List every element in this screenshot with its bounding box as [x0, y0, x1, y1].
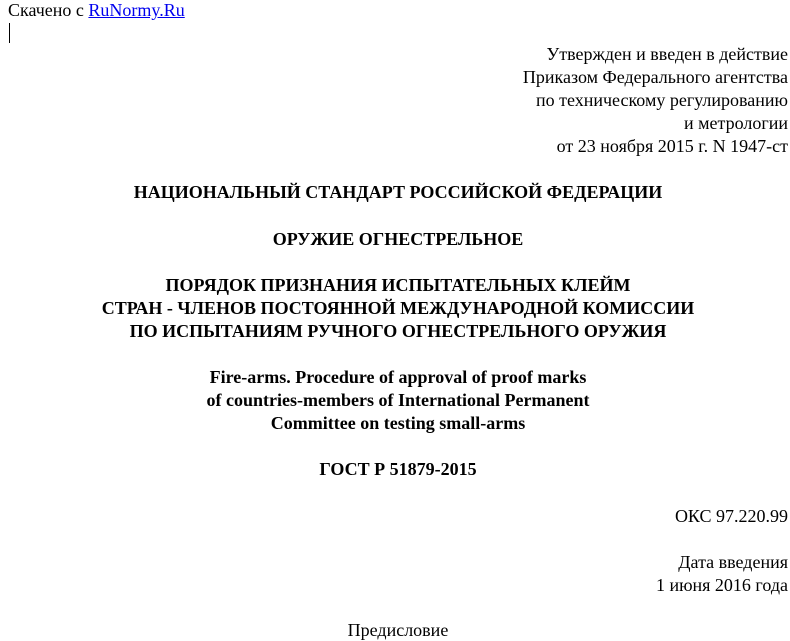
standard-subject: ОРУЖИЕ ОГНЕСТРЕЛЬНОЕ	[272, 229, 524, 249]
approval-line: от 23 ноября 2015 г. N 1947-ст	[556, 136, 788, 156]
standard-title-ru	[0, 275, 790, 344]
title-ru-line: СТРАН - ЧЛЕНОВ ПОСТОЯННОЙ МЕЖДУНАРОДНОЙ КОМИССИИ	[101, 298, 695, 318]
introduction-label: Дата введения	[678, 552, 788, 572]
introduction-date-block	[656, 552, 788, 598]
standard-title-en	[0, 367, 790, 436]
national-standard-title: НАЦИОНАЛЬНЫЙ СТАНДАРТ РОССИЙСКОЙ ФЕДЕРАЦИИ	[133, 182, 663, 202]
foreword-heading: Предисловие	[347, 620, 449, 640]
source-prefix: Скачено с	[8, 0, 89, 20]
approval-line: по техническому регулированию	[535, 90, 788, 110]
title-ru-line: ПОРЯДОК ПРИЗНАНИЯ ИСПЫТАТЕЛЬНЫХ КЛЕЙМ	[165, 275, 631, 295]
oks-code: ОКС 97.220.99	[674, 506, 788, 526]
introduction-date: 1 июня 2016 года	[655, 575, 788, 595]
text-cursor	[9, 23, 10, 43]
title-en-line: Committee on testing small-arms	[270, 413, 526, 433]
title-ru-line: ПО ИСПЫТАНИЯМ РУЧНОГО ОГНЕСТРЕЛЬНОГО ОРУЖИЯ	[129, 321, 667, 341]
title-en-line: of countries-members of International Permanent	[206, 390, 590, 410]
approval-line: Утвержден и введен в действие	[546, 44, 788, 64]
approval-line: и метрологии	[684, 113, 788, 133]
title-en-line: Fire-arms. Procedure of approval of proof marks	[209, 367, 587, 387]
approval-line: Приказом Федерального агентства	[522, 67, 788, 87]
standard-code: ГОСТ Р 51879-2015	[319, 459, 477, 479]
approval-block	[523, 44, 788, 159]
source-link[interactable]: RuNormy.Ru	[88, 0, 185, 20]
source-line	[8, 0, 185, 21]
